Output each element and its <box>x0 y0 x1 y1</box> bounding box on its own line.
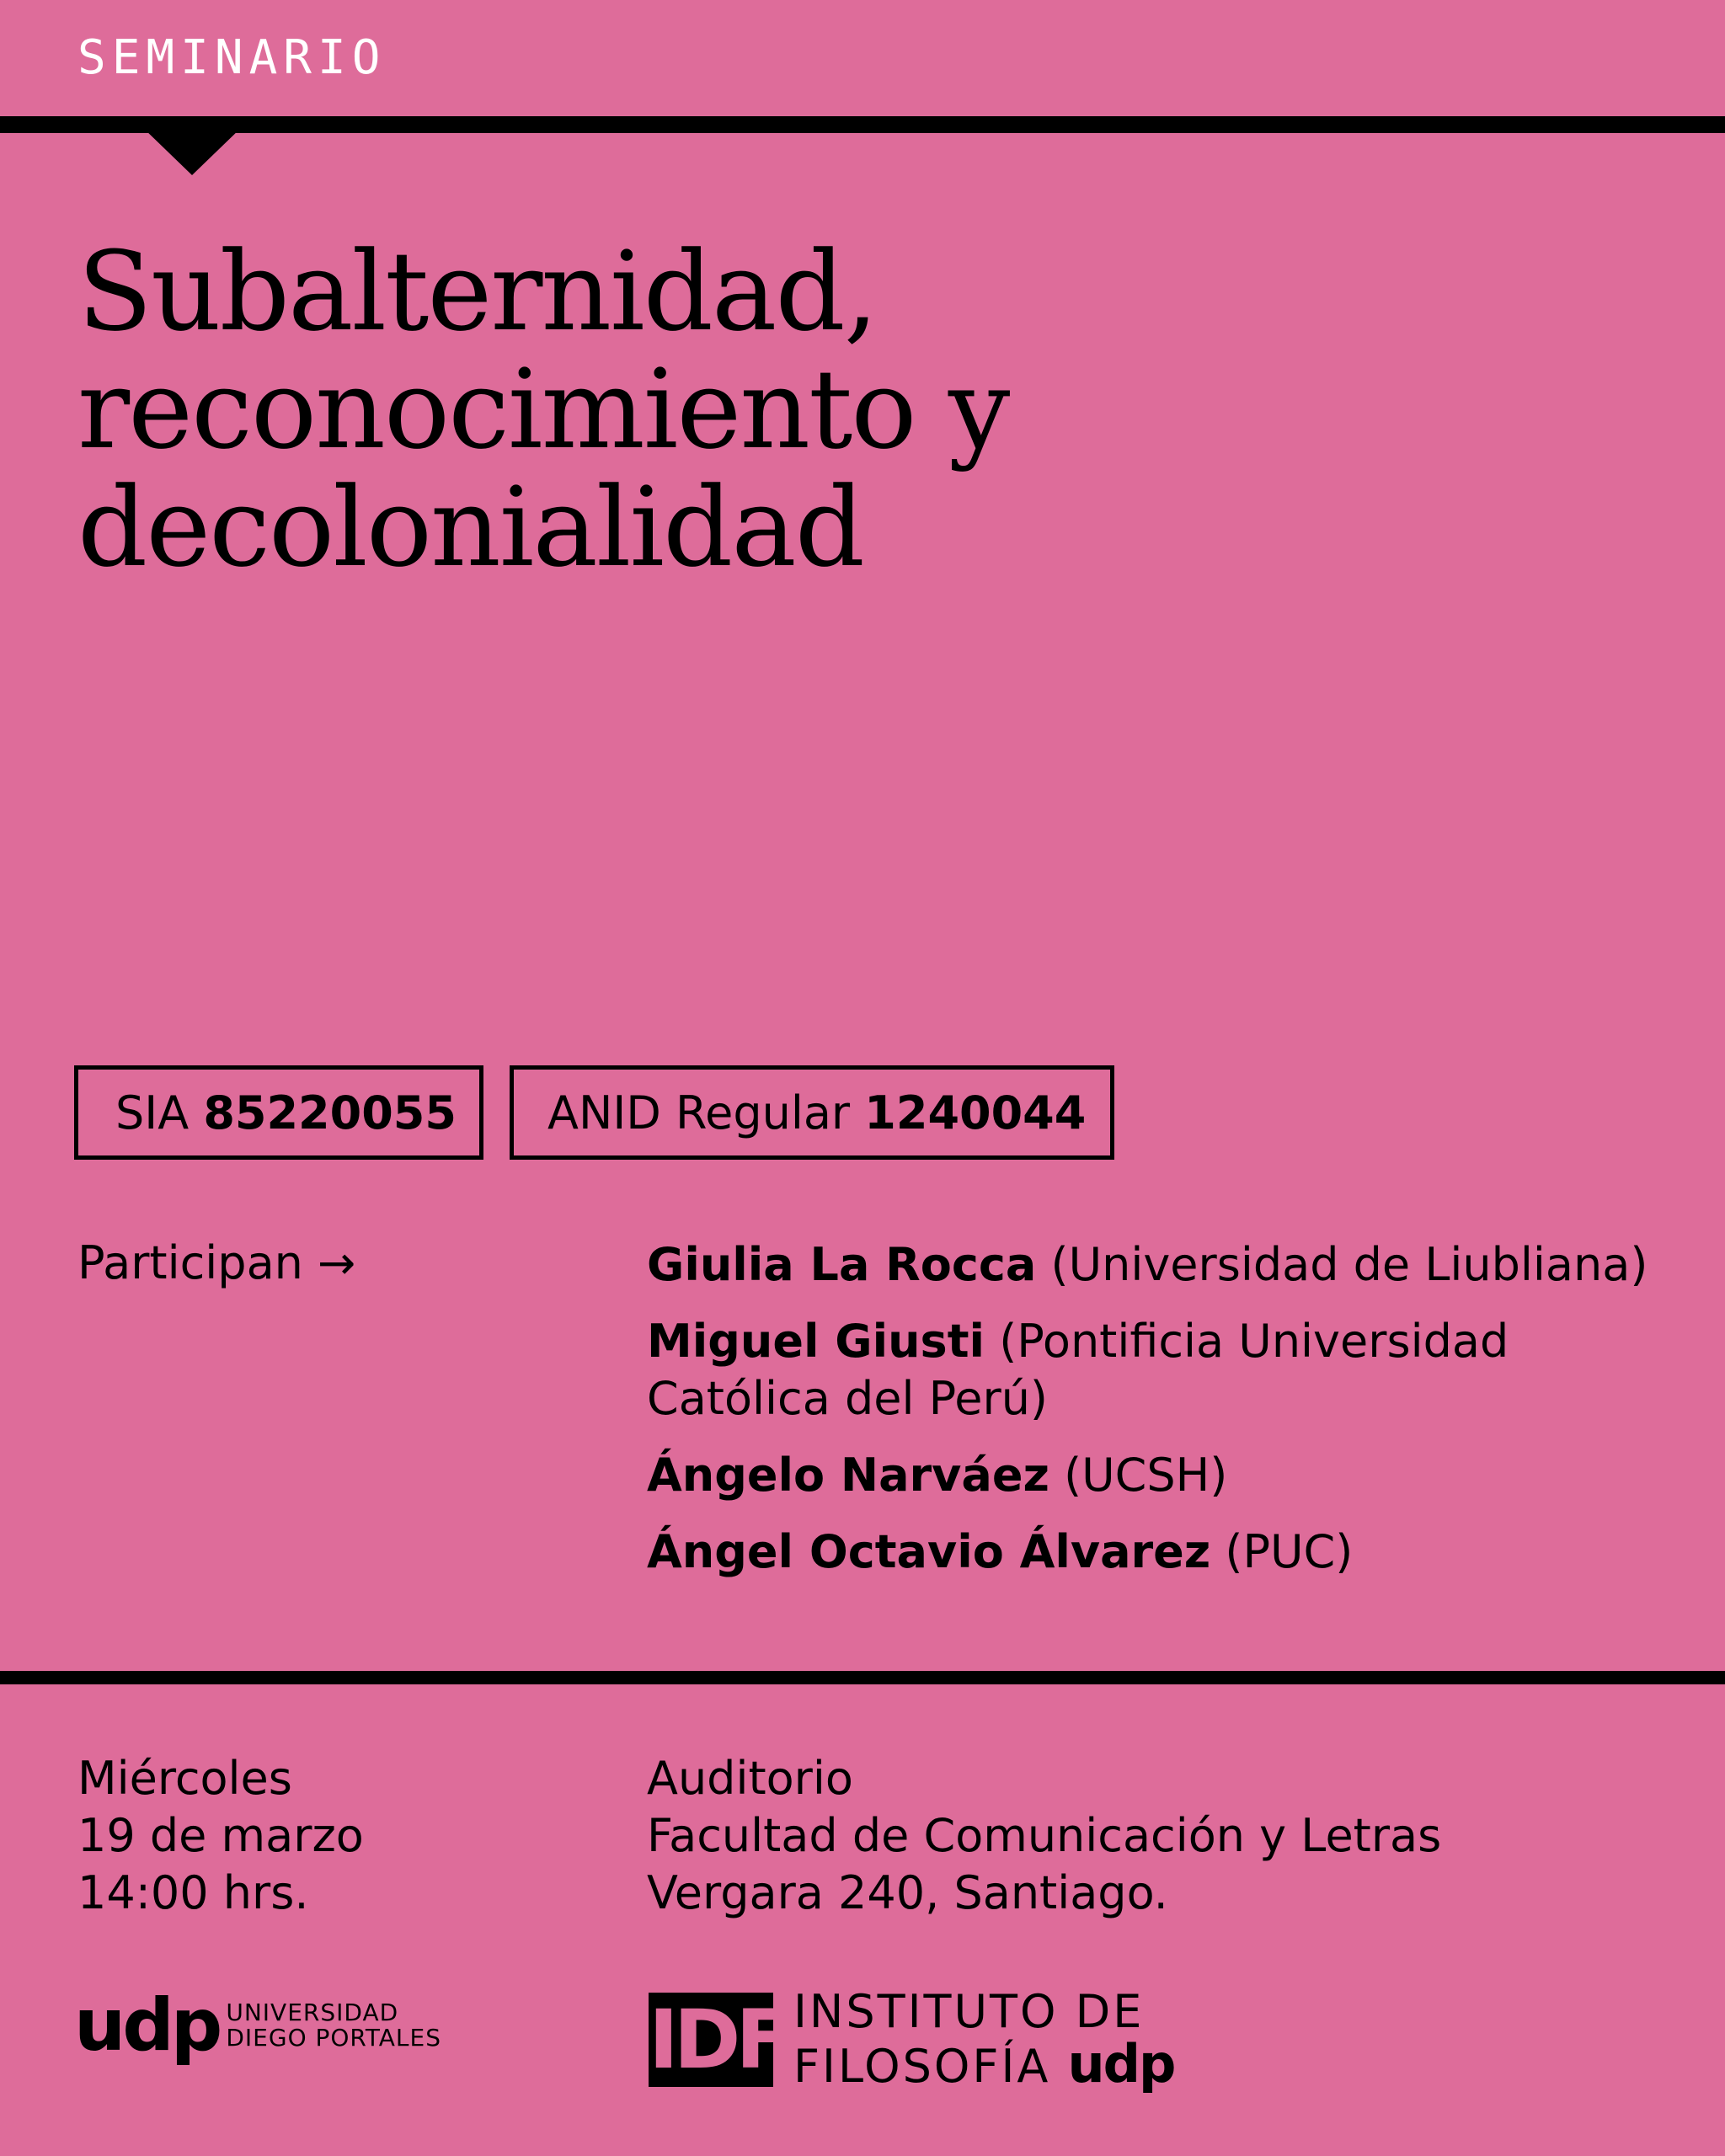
anid-code-box <box>510 1065 1114 1160</box>
participant-name: Giulia La Rocca <box>647 1238 1037 1291</box>
sia-prefix: SIA <box>115 1086 190 1139</box>
event-time: 14:00 hrs. <box>77 1866 309 1919</box>
anid-prefix: ANID Regular <box>547 1086 851 1139</box>
idf-mark-icon: IDF <box>649 1992 786 2087</box>
participant-affiliation: (Universidad de Liubliana) <box>1050 1238 1648 1291</box>
instituto-line-text: FILOSOFÍA <box>793 2040 1051 2093</box>
udp-logo <box>74 1983 441 2068</box>
event-date: 19 de marzo <box>77 1809 364 1862</box>
title-line: Subalternidad, <box>77 227 877 355</box>
sia-code-box <box>74 1065 483 1160</box>
instituto-line: INSTITUTO DE <box>793 1985 1145 2038</box>
participants-label: Participan → <box>77 1236 356 1289</box>
participant-name: Ángel Octavio Álvarez <box>647 1525 1211 1578</box>
instituto-filosofia-logo <box>649 1986 1174 2093</box>
event-venue: Auditorio <box>647 1752 853 1805</box>
participant-item <box>647 1313 1700 1428</box>
event-where <box>647 1750 1441 1922</box>
event-day: Miércoles <box>77 1752 292 1805</box>
middle-rule <box>0 1671 1725 1684</box>
udp-subtitle <box>226 2000 441 2051</box>
top-rule <box>0 116 1725 133</box>
udp-wordmark: udp <box>74 1983 220 2068</box>
sia-number: 85220055 <box>203 1086 457 1139</box>
anid-number: 1240044 <box>864 1086 1087 1139</box>
udp-subtitle-line: UNIVERSIDAD <box>226 1999 399 2026</box>
participant-affiliation: (PUC) <box>1225 1525 1354 1578</box>
udp-subtitle-line: DIEGO PORTALES <box>226 2024 441 2052</box>
participant-affiliation: (UCSH) <box>1064 1449 1228 1502</box>
participant-name: Miguel Giusti <box>647 1315 985 1368</box>
participants-list <box>647 1236 1700 1600</box>
participant-item <box>647 1447 1700 1504</box>
event-when <box>77 1750 364 1922</box>
participant-name: Ángelo Narváez <box>647 1449 1049 1502</box>
participant-item <box>647 1236 1700 1294</box>
event-faculty: Facultad de Comunicación y Letras <box>647 1809 1442 1862</box>
instituto-line-2 <box>793 2033 1175 2095</box>
instituto-text <box>793 1986 1174 2093</box>
participant-item <box>647 1524 1700 1581</box>
seminar-label: SEMINARIO <box>77 30 387 85</box>
instituto-udp: udp <box>1067 2033 1175 2095</box>
participant-affiliation: (Pontificia Universidad Católica del Perú) <box>647 1315 1509 1425</box>
event-address: Vergara 240, Santiago. <box>647 1866 1168 1919</box>
notch-pointer <box>142 126 243 177</box>
title-line: decolonialidad <box>77 463 863 591</box>
seminar-title <box>77 227 1172 591</box>
title-line: reconocimiento y <box>77 345 1009 473</box>
